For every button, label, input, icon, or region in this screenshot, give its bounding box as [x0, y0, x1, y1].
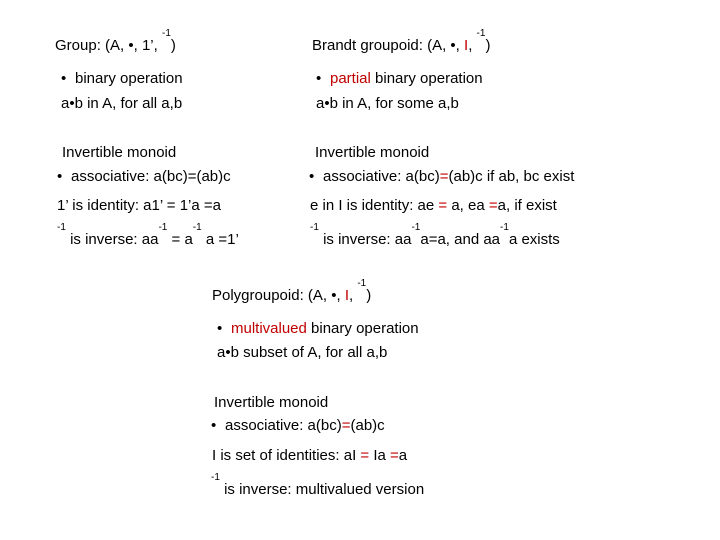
poly-operation-detail: a•b subset of A, for all a,b [217, 344, 388, 361]
poly-associative-text: (ab)c [350, 417, 385, 434]
brandt-signature-close: ) [485, 37, 491, 54]
poly-heading [212, 278, 372, 305]
brandt-signature: : (A, •, [418, 37, 465, 54]
group-inverse-text: a =1’ [201, 231, 239, 248]
poly-identity-text: Ia [369, 447, 391, 464]
inverse-superscript: -1 [57, 222, 66, 233]
equals-symbol: = [438, 197, 448, 214]
brandt-inverse-text: is inverse: aa [318, 231, 412, 248]
bullet-icon: • [309, 168, 315, 185]
inverse-superscript: -1 [357, 278, 367, 289]
brandt-associative-text: associative: a(bc) [323, 168, 440, 185]
inverse-superscript: -1 [158, 222, 168, 233]
poly-monoid-label: Invertible monoid [214, 394, 329, 411]
brandt-heading [312, 28, 491, 55]
bullet-icon: • [57, 168, 63, 185]
brandt-inverse [310, 222, 560, 249]
poly-identity-text: I is set of identities: aI [212, 447, 361, 464]
group-operation-text: binary operation [75, 70, 183, 87]
brandt-monoid-label: Invertible monoid [315, 144, 430, 161]
group-monoid-label: Invertible monoid [62, 144, 177, 161]
poly-associative [211, 417, 385, 435]
inverse-superscript: -1 [411, 222, 421, 233]
poly-signature: : (A, •, [299, 287, 345, 304]
poly-associative-text: associative: a(bc) [225, 417, 342, 434]
brandt-identity-text: a, ea [447, 197, 489, 214]
group-operation-detail: a•b in A, for all a,b [61, 95, 183, 112]
brandt-associative [309, 168, 574, 186]
inverse-superscript: -1 [476, 28, 486, 39]
brandt-associative-text: (ab)c if ab, bc exist [448, 168, 575, 185]
group-associative-text: associative: a(bc)=(ab)c [71, 168, 231, 185]
group-inverse [57, 222, 239, 249]
partial-keyword: partial [330, 70, 371, 87]
inverse-superscript: -1 [211, 472, 220, 483]
equals-symbol: = [488, 197, 498, 214]
equals-symbol: = [360, 447, 370, 464]
poly-identity [212, 447, 407, 465]
inverse-superscript: -1 [161, 28, 171, 39]
inverse-superscript: -1 [310, 222, 319, 233]
poly-signature-comma: , [349, 287, 358, 304]
group-operation [61, 70, 183, 88]
identity-set-symbol: I [464, 37, 469, 54]
brandt-operation-text: binary operation [370, 70, 483, 87]
equals-symbol: = [439, 168, 449, 185]
poly-inverse-text: is inverse: multivalued version [219, 481, 425, 498]
group-inverse-text: = a [167, 231, 193, 248]
group-signature-close: ) [170, 37, 176, 54]
poly-operation-text: binary operation [306, 320, 419, 337]
group-associative [57, 168, 231, 186]
group-inverse-text: is inverse: aa [65, 231, 159, 248]
brandt-identity-text: a, if exist [497, 197, 557, 214]
brandt-operation-detail: a•b in A, for some a,b [316, 95, 459, 112]
equals-symbol: = [390, 447, 399, 464]
inverse-superscript: -1 [500, 222, 509, 233]
bullet-icon: • [316, 70, 322, 87]
brandt-inverse-text: a=a, and aa [420, 231, 501, 248]
poly-operation [217, 320, 419, 338]
poly-name: Polygroupoid [212, 287, 300, 304]
bullet-icon: • [217, 320, 223, 337]
bullet-icon: • [211, 417, 217, 434]
inverse-superscript: -1 [192, 222, 202, 233]
brandt-inverse-text: a exists [508, 231, 560, 248]
brandt-identity [310, 197, 557, 215]
brandt-name: Brandt groupoid [312, 37, 419, 54]
brandt-signature-comma: , [468, 37, 477, 54]
bullet-icon: • [61, 70, 67, 87]
poly-signature-close: ) [366, 287, 372, 304]
poly-inverse [211, 472, 425, 499]
brandt-operation [316, 70, 483, 88]
group-identity: 1’ is identity: a1’ = 1’a =a [57, 197, 221, 214]
equals-symbol: = [341, 417, 351, 434]
brandt-identity-text: e in I is identity: ae [310, 197, 439, 214]
group-name: Group [55, 37, 97, 54]
identity-set-symbol: I [344, 287, 349, 304]
poly-identity-text: a [398, 447, 408, 464]
group-signature: : (A, •, 1’, [96, 37, 162, 54]
multivalued-keyword: multivalued [231, 320, 307, 337]
group-heading [55, 28, 176, 55]
